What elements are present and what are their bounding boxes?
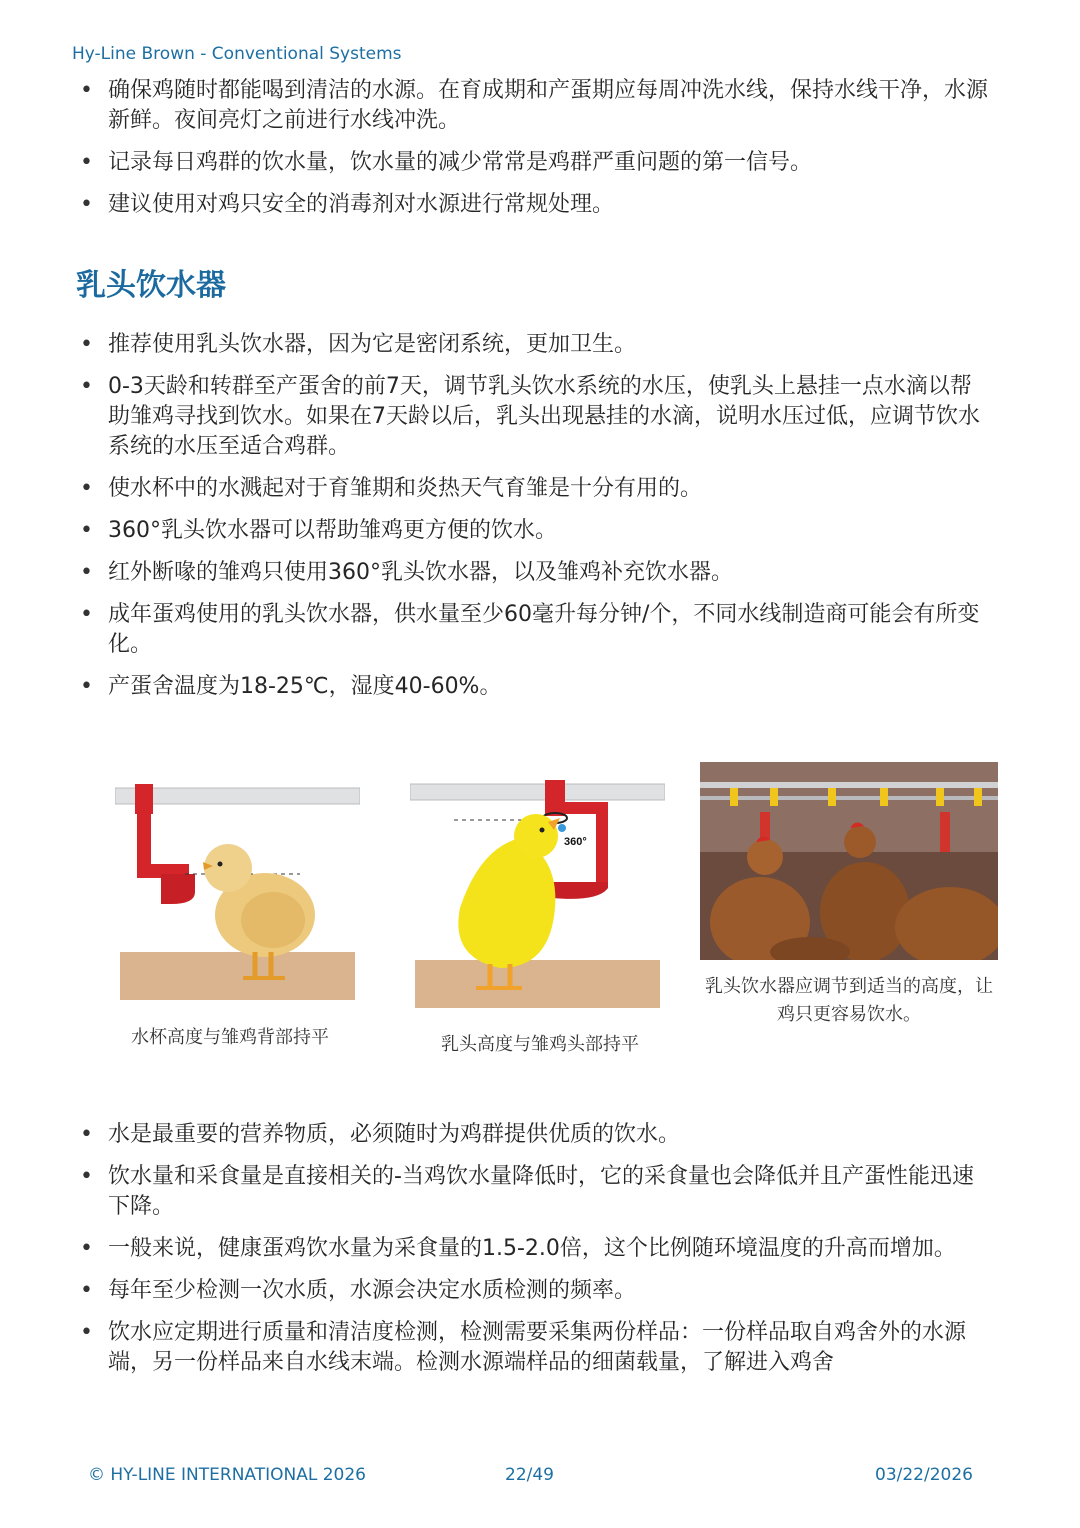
footer-page-number: 22/49 bbox=[505, 1465, 554, 1485]
list-item: • 产蛋舍温度为18-25℃，湿度40-60%。 bbox=[78, 672, 988, 702]
caption-line: 鸡只更容易饮水。 bbox=[777, 1004, 921, 1025]
bullet-list-water-hygiene bbox=[78, 76, 988, 232]
figure-caption-hens bbox=[690, 973, 1008, 1029]
list-item: • 建议使用对鸡只安全的消毒剂对水源进行常规处理。 bbox=[78, 190, 988, 220]
list-item: • 360°乳头饮水器可以帮助雏鸡更方便的饮水。 bbox=[78, 516, 988, 546]
list-item: • 0-3天龄和转群至产蛋舍的前7天，调节乳头饮水系统的水压，使乳头上悬挂一点水滴以帮助雏鸡寻找到饮水。如果在7天龄以后，乳头出现悬挂的水滴，说明水压过低，应调节饮水系统的水压至适合鸡群。 bbox=[78, 372, 988, 462]
list-item: • 水是最重要的营养物质，必须随时为鸡群提供优质的饮水。 bbox=[78, 1120, 988, 1150]
water-pipe bbox=[410, 784, 665, 800]
figure-caption-cup: 水杯高度与雏鸡背部持平 bbox=[131, 1027, 329, 1048]
caption-line: 乳头饮水器应调节到适当的高度，让 bbox=[705, 976, 993, 997]
cup-drinker-illustration bbox=[115, 770, 360, 1005]
list-item: • 每年至少检测一次水质，水源会决定水质检测的频率。 bbox=[78, 1276, 988, 1306]
ground-floor bbox=[415, 960, 660, 1008]
list-item: • 确保鸡随时都能喝到清洁的水源。在育成期和产蛋期应每周冲洗水线，保持水线干净，水源新鲜。夜间亮灯之前进行水线冲洗。 bbox=[78, 76, 988, 136]
running-header: Hy-Line Brown - Conventional Systems bbox=[72, 44, 402, 64]
list-item: • 成年蛋鸡使用的乳头饮水器，供水量至少60毫升每分钟/个，不同水线制造商可能会有所变化。 bbox=[78, 600, 988, 660]
water-line bbox=[700, 782, 998, 788]
drinker-bracket bbox=[135, 784, 153, 814]
bullet-list-water-quality bbox=[78, 1120, 988, 1390]
bullet-list-nipple-drinkers bbox=[78, 330, 988, 714]
footer-copyright: © HY-LINE INTERNATIONAL 2026 bbox=[88, 1465, 366, 1485]
list-item: • 记录每日鸡群的饮水量，饮水量的减少常常是鸡群严重问题的第一信号。 bbox=[78, 148, 988, 178]
water-drop-icon bbox=[558, 824, 566, 832]
figure-caption-nipple: 乳头高度与雏鸡头部持平 bbox=[441, 1034, 639, 1055]
list-item: • 饮水应定期进行质量和清洁度检测，检测需要采集两份样品：一份样品取自鸡舍外的水源端，另一份样品来自水线末端。检测水源端样品的细菌载量，了解进入鸡舍 bbox=[78, 1318, 988, 1378]
list-item: • 使水杯中的水溅起对于育雏期和炎热天气育雏是十分有用的。 bbox=[78, 474, 988, 504]
list-item: • 红外断喙的雏鸡只使用360°乳头饮水器，以及雏鸡补充饮水器。 bbox=[78, 558, 988, 588]
ground-floor bbox=[120, 952, 355, 1000]
list-item: • 一般来说，健康蛋鸡饮水量为采食量的1.5-2.0倍，这个比例随环境温度的升高而增加。 bbox=[78, 1234, 988, 1264]
footer-date: 03/22/2026 bbox=[875, 1465, 973, 1485]
list-item: • 饮水量和采食量是直接相关的-当鸡饮水量降低时，它的采食量也会降低并且产蛋性能迅速下降。 bbox=[78, 1162, 988, 1222]
drinker-cup bbox=[161, 874, 195, 904]
hens-drinking-photo bbox=[700, 762, 998, 960]
list-item: • 推荐使用乳头饮水器，因为它是密闭系统，更加卫生。 bbox=[78, 330, 988, 360]
nipple-drinker-illustration bbox=[410, 778, 665, 1010]
section-title: 乳头饮水器 bbox=[76, 268, 226, 303]
drinker-stem bbox=[137, 810, 151, 870]
water-line bbox=[700, 796, 998, 800]
drip-cup-stem bbox=[596, 802, 608, 882]
rotation-label: 360° bbox=[564, 836, 587, 848]
